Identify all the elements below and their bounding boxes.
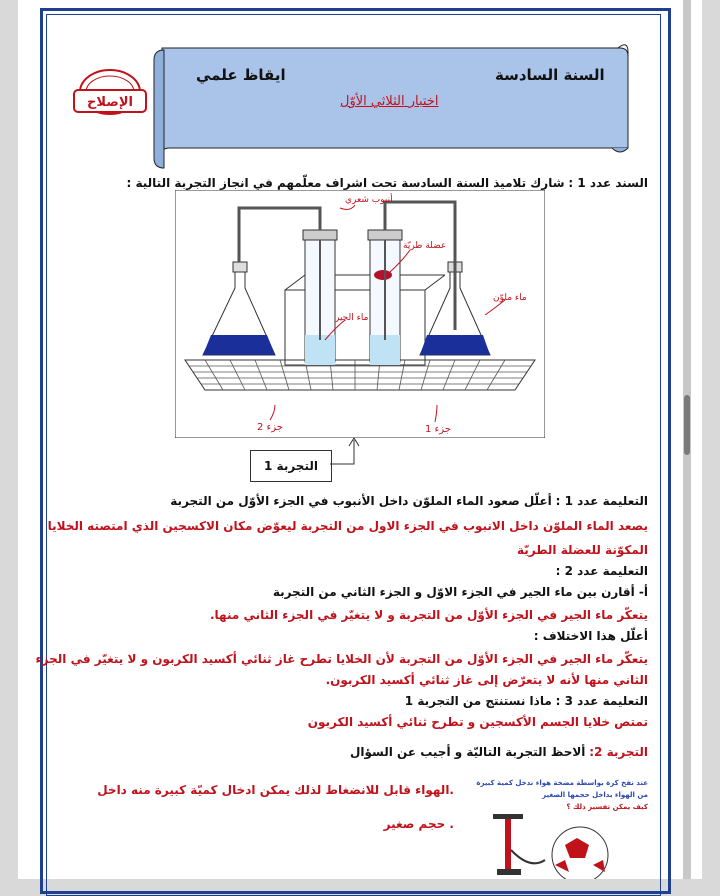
stamp-text: الإصلاح	[87, 95, 133, 110]
exp2-line	[350, 744, 648, 761]
a1-line1: يصعد الماء الملوّن داخل الانبوب في الجزء الاول من التجربة ليعوّض مكان الاكسجين الذي امتصته الخلايا	[47, 519, 648, 533]
q3-label: التعليمة عدد 3 :	[555, 694, 648, 708]
a3-text: تمتص خلايا الجسم الأكسجين و تطرح ثنائي أكسيد الكربون	[307, 715, 648, 729]
a2a-text: يتعكّر ماء الجير في الجزء الأوّل من التجربة و لا يتغيّر في الجزء الثاني منها.	[209, 608, 648, 622]
exp2-text: ألاحظ التجربة التاليّة و أجيب عن السؤال	[349, 745, 586, 759]
label-part2: جزء 2	[257, 422, 283, 433]
q2-label: التعليمة عدد 2 :	[555, 564, 648, 578]
exp2-small-line3: كيف يمكن تفسير ذلك ؟	[566, 803, 648, 811]
caption-arrow	[330, 436, 360, 470]
label-part1: جزء 1	[425, 424, 451, 435]
exp2-label: التجربة 2:	[589, 745, 648, 759]
q2b-text: أعلّل هذا الاختلاف :	[533, 629, 648, 643]
q1-line	[170, 493, 648, 510]
label-lime-water: ماء الجير	[335, 313, 369, 323]
a1-line2: المكوّنة للعضلة الطريّة	[516, 543, 648, 557]
experiment-caption: التجربة 1	[250, 450, 332, 482]
label-capillary-tube: أنبوب شعري	[345, 195, 393, 205]
pump-and-ball-illustration	[485, 810, 625, 879]
q3-text: ماذا نستنتج من التجربة 1	[404, 694, 552, 708]
subject-label: ايقاظ علمي	[196, 66, 286, 84]
q1-text: أعلّل صعود الماء الملوّن داخل الأنبوب في الجزء الأوّل من التجربة	[170, 494, 552, 508]
label-colored-water: ماء ملوّن	[493, 293, 527, 303]
q3-line	[405, 693, 648, 710]
exp2-small-line1: عند نفخ كرة بواسطة مضخة هواء ندخل كمية كبيرة	[476, 779, 648, 787]
scrollbar-thumb[interactable]	[684, 395, 690, 455]
grade-label: السنة السادسة	[495, 66, 605, 84]
experiment-diagram	[175, 190, 545, 438]
sanad-label: السند عدد 1 :	[568, 176, 648, 190]
a2b-line1: يتعكّر ماء الجير في الجزء الأوّل من التجربة لأن الخلايا تطرح غاز ثنائي أكسيد الكربون و لا يتغيّر في الجزء	[35, 652, 648, 666]
exp2-small-line2: من الهواء بداخل حجمها الصغير	[542, 791, 648, 799]
sanad-text: شارك تلاميذ السنة السادسة تحت اشراف معلّمهم في انجاز التجربة التالية :	[126, 176, 565, 190]
a4-line2: . حجم صغير	[383, 817, 454, 831]
q1-label: التعليمة عدد 1 :	[555, 494, 648, 508]
a4-line1: .الهواء قابل للانضغاط لذلك يمكن ادخال كميّة كبيرة منه داخل	[97, 783, 454, 797]
a2b-line2: الثاني منها لأنه لا يتعرّض إلى غاز ثنائي أكسيد الكربون.	[325, 673, 648, 687]
exam-title: اختبار الثلاثي الأوّل	[340, 94, 439, 109]
label-tissue: عضلة طريّة	[403, 241, 447, 251]
q2a-text: أ- أقارن بين ماء الجير في الجزء الاوّل و الجزء الثاني من التجربة	[272, 585, 648, 599]
school-stamp	[68, 66, 152, 126]
